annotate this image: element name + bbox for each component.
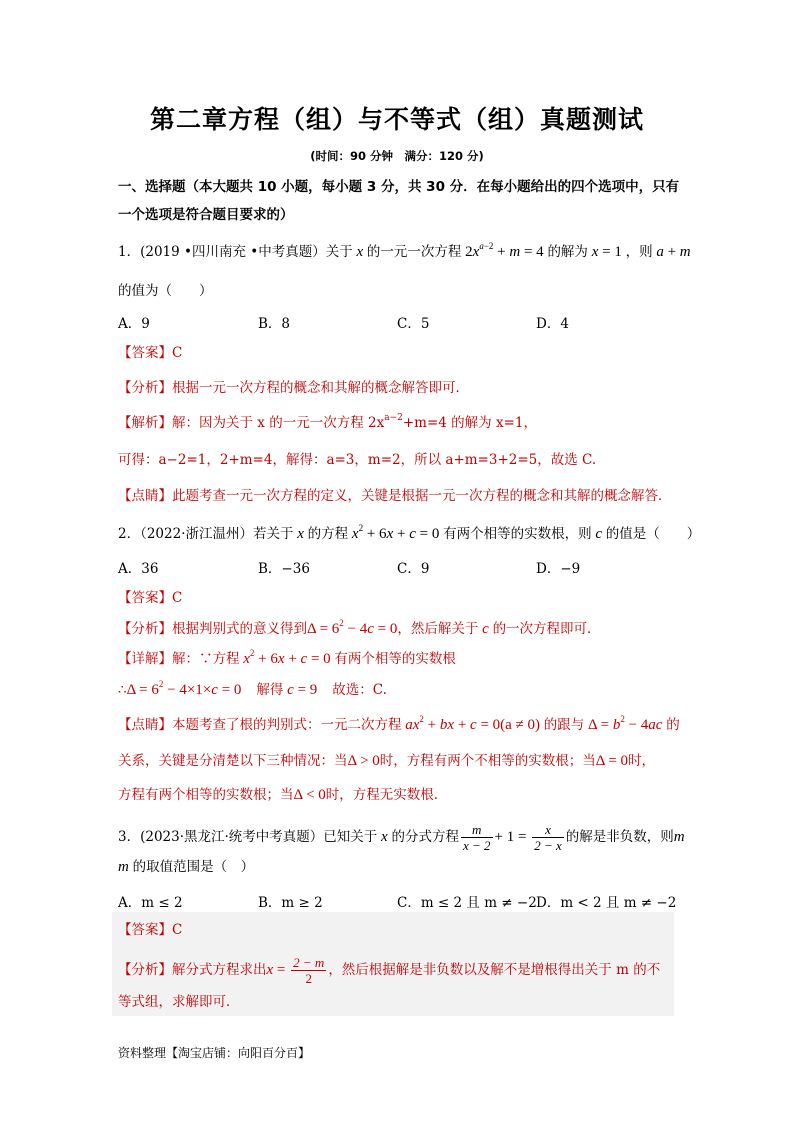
q3-analysis-line2: 等式组，求解即可．	[118, 994, 240, 1010]
question-3-stem: 3．(2023·黑龙江·统考中考真题）已知关于 x 的分式方程 $\frac{m}{x - 2}$ + 1 = $\frac{x}{2 - x}$ 的解是非负数，则m	[118, 822, 685, 853]
q3-option-c: C．m ≤ 2 且 m ≠ −2	[397, 895, 537, 911]
q1-comment: 【点睛】此题考查一元一次方程的定义，关键是根据一元一次方程的概念和其解的概念解答．	[118, 488, 672, 504]
page-subtitle: (时间：90 分钟 满分：120 分)	[310, 149, 484, 163]
footer-note: 资料整理【淘宝店铺：向阳百分百】	[118, 1046, 311, 1060]
q2-analysis: 【分析】根据判别式的意义得到$\Delta = 6^2 - 4c = 0$，然后解关于 c 的一次方程即可．	[118, 618, 601, 637]
q1-option-d: D．4	[536, 316, 569, 332]
q3-option-b: B．m ≥ 2	[258, 895, 323, 911]
q2-comment-line2: 关系，关键是分清楚以下三种情况：当Δ > 0时，方程有两个不相等的实数根；当Δ = 0时，	[118, 753, 656, 769]
q3-answer: 【答案】C	[118, 922, 183, 938]
section-heading-line1: 一、选择题（本大题共 10 小题，每小题 3 分，共 30 分．在每小题给出的四个选项中，只有	[118, 179, 680, 195]
q2-detail-line1: 【详解】解：∵方程 $x^2 + 6x + c = 0$ 有两个相等的实数根	[118, 648, 456, 667]
q2-answer: 【答案】C	[118, 590, 183, 606]
q2-comment-line1: 【点睛】本题考查了根的判别式：一元二次方程 $ax^2$ + bx + c = 0(a ≠ 0) 的跟与 $\Delta = b^2 - 4ac$ 的	[118, 714, 680, 733]
section-heading-line2: 一个选项是符合题目要求的）	[118, 207, 294, 223]
q2-detail-line2: ∴Δ = $6^2 - 4\times 1\times c = 0$ 解得 c = 9 故选：C.	[118, 679, 387, 698]
q2-option-a: A．36	[118, 561, 159, 577]
question-2-stem: 2．（2022·浙江温州）若关于 x 的方程 $x^2 + 6x + c = 0$ 有两个相等的实数根，则 c 的值是（ ）	[118, 523, 701, 542]
question-1-stem: 1．(2019 •四川南充 •中考真题）关于 x 的一元一次方程 $2x^{a-2} + m = 4$ 的解为 x = 1 ，则 a + m	[118, 241, 691, 260]
question-1-stem-line2: 的值为（ ）	[118, 283, 213, 299]
q1-solution-line2: 可得：a−2=1，2+m=4，解得：a=3，m=2，所以 a+m=3+2=5，故选 C.	[118, 452, 597, 468]
q2-comment-line3: 方程有两个相等的实数根；当Δ < 0时，方程无实数根．	[118, 787, 448, 803]
q1-answer: 【答案】C	[118, 345, 183, 361]
question-3-stem-line2: m 的取值范围是（ ）	[118, 859, 255, 875]
q3-option-d: D．m < 2 且 m ≠ −2	[536, 895, 677, 911]
q1-analysis: 【分析】根据一元一次方程的概念和其解的概念解答即可．	[118, 380, 469, 396]
q1-solution-line1: 【解析】解：因为关于 x 的一元一次方程 $2x^{a-2}+m=4$ 的解为 x=1，	[118, 413, 537, 431]
q3-analysis-line1: 【分析】解分式方程求出x = $\frac{2 - m}{2}$ ，然后根据解是非负数以及解不是增根得出关于 m 的不	[118, 955, 661, 986]
q2-option-b: B．−36	[258, 561, 310, 577]
q2-option-c: C．9	[397, 561, 430, 577]
q3-option-a: A．m ≤ 2	[118, 895, 183, 911]
q1-option-b: B．8	[258, 316, 291, 332]
page-title: 第二章方程（组）与不等式（组）真题测试	[149, 105, 644, 134]
q1-option-a: A．9	[118, 316, 150, 332]
q2-option-d: D．−9	[536, 561, 581, 577]
q1-option-c: C．5	[397, 316, 430, 332]
